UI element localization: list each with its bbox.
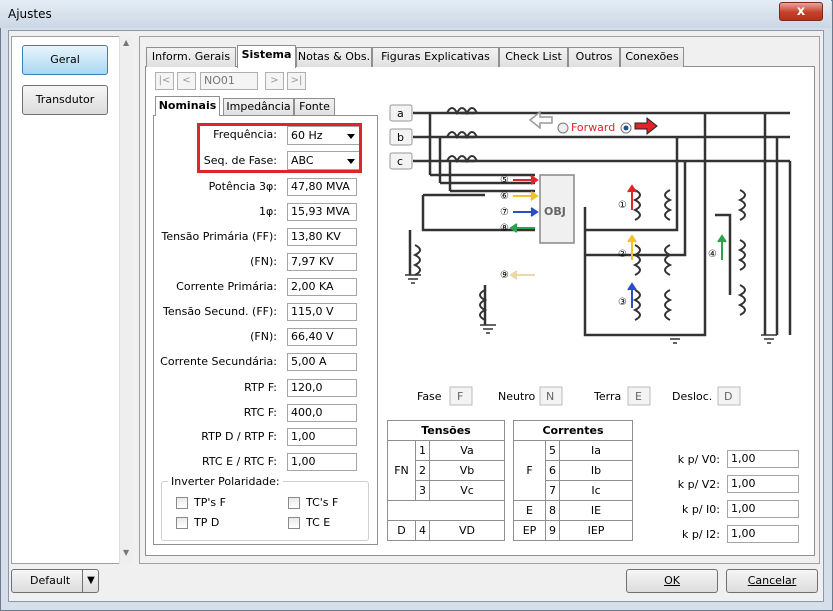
scroll-up-icon[interactable]: ▲ (123, 38, 130, 47)
frequencia-value: 60 Hz (291, 129, 323, 142)
rtp-d-label: RTP D / RTP F: (201, 430, 277, 443)
phase-a-label: a (397, 107, 404, 120)
legend-desloc-code: D (724, 390, 733, 403)
table-cell (388, 501, 505, 521)
tc-f-label: TC's F (306, 496, 339, 509)
inverter-polaridade-group (161, 481, 369, 541)
frequencia-label: Frequência: (213, 128, 277, 141)
tensao-secund-ff-field[interactable]: 115,0 V (287, 303, 357, 321)
rtc-f-label: RTC F: (243, 406, 277, 419)
potencia-1f-label: 1φ: (259, 205, 277, 218)
phase-b-label: b (397, 131, 404, 144)
corrente-primaria-label: Corrente Primária: (176, 280, 277, 293)
tensao-secund-fn-field[interactable]: 66,40 V (287, 328, 357, 346)
category-scrollbar[interactable] (119, 36, 133, 564)
corrente-primaria-field[interactable]: 2,00 KA (287, 278, 357, 296)
table-cell: E (514, 501, 546, 521)
subtab-nominais[interactable]: Nominais (155, 96, 220, 116)
marker-4: ④ (708, 249, 717, 260)
table-cell: 3 (416, 481, 430, 501)
first-record-button[interactable]: |< (155, 72, 174, 90)
rtc-f-field[interactable]: 400,0 (287, 404, 357, 422)
nav-transdutor-button[interactable]: Transdutor (22, 85, 108, 115)
legend-fase-label: Fase (417, 390, 442, 403)
tc-e-label: TC E (306, 516, 331, 529)
table-cell: 5 (546, 441, 560, 461)
k-v2-label: k p/ V2: (677, 478, 720, 491)
legend-fase-code: F (457, 390, 464, 403)
reverse-radio[interactable] (558, 123, 568, 133)
reverse-arrow-icon (530, 112, 552, 128)
rtc-e-label: RTC E / RTC F: (201, 455, 277, 468)
subtab-fonte[interactable]: Fonte (294, 98, 335, 115)
tc-f-checkbox[interactable] (288, 497, 300, 509)
marker-9: ⑨ (500, 270, 509, 281)
table-cell: EP (514, 521, 546, 541)
marker-2: ② (618, 249, 627, 260)
marker-3: ③ (618, 297, 627, 308)
scroll-down-icon[interactable]: ▼ (123, 548, 130, 557)
tab-notas-obs[interactable]: Notas & Obs. (296, 47, 372, 67)
marker-7: ⑦ (500, 207, 509, 218)
phase-c-label: c (397, 155, 404, 168)
marker-1: ① (618, 200, 627, 211)
tab-outros[interactable]: Outros (568, 47, 620, 67)
tp-d-checkbox[interactable] (176, 517, 188, 529)
tp-f-checkbox[interactable] (176, 497, 188, 509)
tensoes-title: Tensões (388, 421, 505, 441)
tab-inform-gerais[interactable]: Inform. Gerais (146, 47, 236, 67)
highlight-box (197, 123, 362, 173)
table-cell: VD (430, 521, 505, 541)
tensao-secund-ff-label: Tensão Secund. (FF): (163, 305, 277, 318)
k-v0-field[interactable]: 1,00 (727, 450, 799, 468)
correntes-title: Correntes (514, 421, 633, 441)
cancel-button[interactable]: Cancelar (726, 569, 818, 593)
marker-6: ⑥ (500, 191, 509, 202)
rtp-d-field[interactable]: 1,00 (287, 428, 357, 446)
table-cell: 9 (546, 521, 560, 541)
diagram-svg (385, 95, 803, 413)
tensao-primaria-fn-field[interactable]: 7,97 KV (287, 253, 357, 271)
table-cell: 4 (416, 521, 430, 541)
category-panel (11, 36, 133, 564)
corrente-secundaria-label: Corrente Secundária: (160, 355, 277, 368)
k-i0-field[interactable]: 1,00 (727, 500, 799, 518)
table-cell: Vb (430, 461, 505, 481)
connection-diagram (385, 95, 803, 413)
tensoes-fn-group: FN (388, 441, 416, 501)
legend-terra-code: E (635, 390, 642, 403)
tab-check-list[interactable]: Check List (499, 47, 568, 67)
seq-fase-label: Seq. de Fase: (203, 154, 277, 167)
table-cell: Ic (560, 481, 633, 501)
ok-button[interactable]: OK (626, 569, 718, 593)
k-v0-label: k p/ V0: (677, 453, 720, 466)
table-cell: Vc (430, 481, 505, 501)
default-button[interactable] (11, 569, 99, 593)
table-cell: 1 (416, 441, 430, 461)
title-bar (0, 0, 831, 28)
inverter-polaridade-title: Inverter Polaridade: (168, 475, 283, 488)
legend-desloc-label: Desloc. (672, 390, 713, 403)
forward-arrow-icon (635, 118, 657, 134)
correntes-f-group: F (514, 441, 546, 501)
tab-conexoes[interactable]: Conexões (620, 47, 684, 67)
tc-e-checkbox[interactable] (288, 517, 300, 529)
next-record-button[interactable]: > (265, 72, 284, 90)
record-id-field[interactable]: NO01 (200, 72, 258, 90)
forward-radio-dot (624, 126, 629, 131)
table-cell: Va (430, 441, 505, 461)
tensao-primaria-fn-label: (FN): (250, 255, 277, 268)
close-button[interactable]: x (779, 2, 823, 21)
subtab-impedancia[interactable]: Impedância (223, 98, 294, 115)
table-cell: 2 (416, 461, 430, 481)
last-record-button[interactable]: >| (287, 72, 306, 90)
tab-sistema[interactable]: Sistema (237, 45, 296, 68)
tensao-secund-fn-label: (FN): (250, 330, 277, 343)
table-cell: D (388, 521, 416, 541)
k-i2-field[interactable]: 1,00 (727, 525, 799, 543)
tp-d-label: TP D (194, 516, 220, 529)
default-label: Default (30, 574, 71, 587)
table-cell: IEP (560, 521, 633, 541)
window-title: Ajustes (8, 7, 52, 21)
forward-label: Forward (571, 121, 616, 134)
seq-fase-value: ABC (291, 154, 314, 167)
rtp-f-field[interactable]: 120,0 (287, 379, 357, 397)
k-v2-field[interactable]: 1,00 (727, 475, 799, 493)
table-cell: Ia (560, 441, 633, 461)
chevron-down-icon[interactable]: ▼ (82, 570, 99, 592)
table-cell: IE (560, 501, 633, 521)
corrente-secundaria-field[interactable]: 5,00 A (287, 353, 357, 371)
prev-record-button[interactable]: < (177, 72, 196, 90)
k-i2-label: k p/ I2: (681, 528, 720, 541)
potencia-3f-label: Potência 3φ: (208, 180, 277, 193)
marker-8: ⑧ (500, 223, 509, 234)
legend-neutro-label: Neutro (498, 390, 536, 403)
rtp-f-label: RTP F: (244, 381, 277, 394)
table-cell: 8 (546, 501, 560, 521)
potencia-1f-field[interactable]: 15,93 MVA (287, 203, 357, 221)
legend-neutro-code: N (546, 390, 555, 403)
nav-geral-button[interactable]: Geral (22, 45, 108, 75)
k-i0-label: k p/ I0: (681, 503, 720, 516)
rtc-e-field[interactable]: 1,00 (287, 453, 357, 471)
marker-5: ⑤ (500, 175, 509, 186)
tensoes-table (387, 420, 505, 541)
tensao-primaria-ff-field[interactable]: 13,80 KV (287, 228, 357, 246)
table-cell: Ib (560, 461, 633, 481)
tensao-primaria-ff-label: Tensão Primária (FF): (161, 230, 277, 243)
potencia-3f-field[interactable]: 47,80 MVA (287, 178, 357, 196)
table-cell: 6 (546, 461, 560, 481)
obj-label: OBJ (544, 205, 566, 218)
tab-figuras-explicativas[interactable]: Figuras Explicativas (372, 47, 499, 67)
table-cell: 7 (546, 481, 560, 501)
correntes-table (513, 420, 633, 541)
tp-f-label: TP's F (194, 496, 226, 509)
legend-terra-label: Terra (594, 390, 622, 403)
